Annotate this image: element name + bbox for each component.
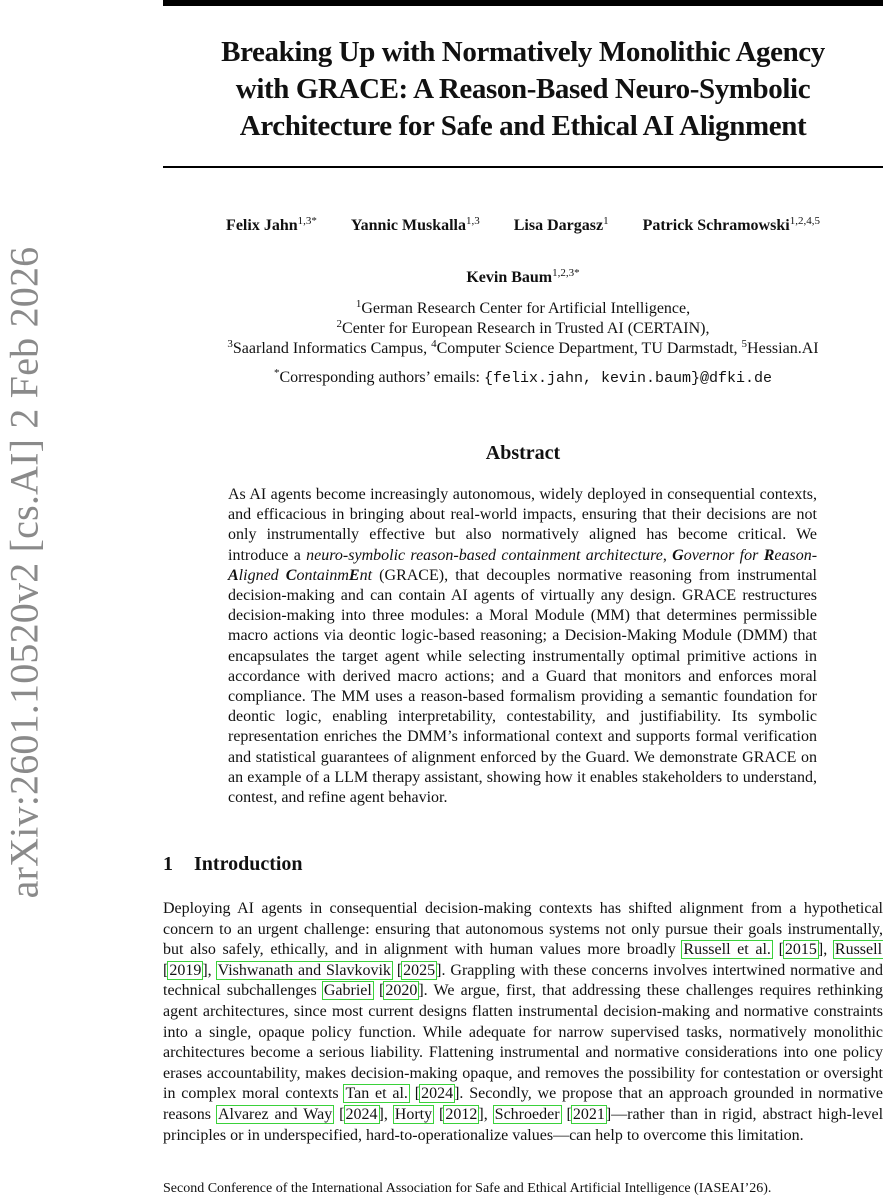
title-line: Architecture for Safe and Ethical AI Alignment [239, 110, 807, 142]
abstract-emphasis: neuro-symbolic reason-based containment architecture [306, 546, 663, 564]
body-text: . Grappling with these concerns involves intertwined normative and technical subchallenges [163, 961, 883, 1000]
affiliation-text: Saarland Informatics Campus, [232, 340, 432, 357]
author [351, 217, 480, 235]
affiliation-mark: 4 [431, 338, 437, 350]
abstract-heading: Abstract [485, 442, 561, 464]
acronym-letter: C [285, 566, 297, 584]
arxiv-stamp-text: arXiv:2601.10520v2 [cs.AI] 2 Feb 2026 [1, 246, 47, 899]
author-affiliation-marks: 1,3 [466, 215, 480, 227]
citation-link[interactable]: Russell [834, 941, 883, 959]
affiliations [163, 299, 883, 359]
author-affiliation-marks: 1,2,3* [552, 267, 580, 279]
citation-link[interactable]: Tan et al. [345, 1085, 408, 1103]
corresponding-mark: * [273, 367, 280, 379]
acronym-letter: E [348, 566, 360, 584]
affiliation-line [163, 319, 883, 339]
title-rule-divider [163, 166, 883, 168]
corresponding-label: Corresponding authors’ emails: [279, 369, 484, 386]
affiliation-text: Center for European Research in Trusted AI (CERTAIN), [342, 320, 710, 337]
corresponding-emails[interactable]: {felix.jahn, kevin.baum}@dfki.de [484, 370, 773, 387]
citation-year-link[interactable]: 2024 [421, 1085, 454, 1103]
acronym-letter: A [228, 566, 239, 584]
citation-link[interactable]: Gabriel [323, 982, 372, 1000]
citation-year-link[interactable]: 2019 [169, 961, 202, 979]
citation-link[interactable]: Horty [394, 1105, 433, 1123]
affiliation-mark: 3 [227, 338, 233, 350]
author-affiliation-marks: 1,3* [297, 215, 317, 227]
citation-link[interactable]: Russell et al. [683, 941, 771, 959]
citation-year-link[interactable]: 2025 [403, 961, 436, 979]
affiliation-text: Hessian.AI [747, 340, 819, 357]
affiliation-text: German Research Center for Artificial Intelligence, [361, 300, 691, 317]
citation-year-link[interactable]: 2012 [445, 1105, 478, 1123]
acronym-rest: nt [359, 566, 373, 584]
author-name: Lisa Dargasz [513, 217, 604, 234]
citation-year-link[interactable]: 2020 [385, 982, 418, 1000]
acronym-rest: eason- [774, 546, 818, 564]
section-title: Introduction [194, 853, 303, 875]
citation-link[interactable]: Vishwanath and Slavkovik [217, 961, 391, 979]
author-name: Patrick Schramowski [642, 217, 790, 234]
section-heading-introduction [163, 853, 883, 876]
abstract-text [228, 485, 817, 808]
paper-title [163, 34, 883, 145]
body-text: Deploying AI agents in consequential decision-making contexts has shifted alignment from a hypothetical concern to an urgent challenge: ensuring that autonomous systems not only pursue their goals instrumentally, but also safely, ethically, and in alignment with human values more broadly [163, 900, 883, 959]
author-name: Yannic Muskalla [350, 217, 466, 234]
affiliation-line [163, 299, 883, 319]
citation-link[interactable]: Schroeder [494, 1105, 560, 1123]
author-name: Kevin Baum [466, 269, 553, 286]
affiliation-line [163, 339, 883, 359]
body-text: —rather than in rigid, abstract high-level principles or in underspecified, hard-to-operationalize values—can help to overcome this limitation. [163, 1105, 883, 1144]
introduction-text: Deploying AI agents in consequential decision-making contexts has shifted alignment from a hypothetical concern to an urgent challenge: ensuring that autonomous systems not only pursue their goals instrumentally, but also safely, ethically, and in alignment with human values more broadly Russell et al. [2015], Russell [2019], Vishwanath and Slavkovik [2025]. Grappling with these concerns involves intertwined normative and technical subchallenges Gabriel [2020]. We argue, first, that addressing these challenges requires rethinking agent architectures, since most current designs flatten instrumental decision-making and normative constraints into a single, opaque policy function. While adequate for narrow supervised tasks, normatively monolithic architectures become a serious liability. Flattening instrumental and normative considerations into one policy erases accountability, makes decision-making opaque, and removes the possibility for contestation or oversight in complex moral contexts Tan et al. [2024]. Secondly, we propose that an approach grounded in normative reasons Alvarez and Way [2024], Horty [2012], Schroeder [2021]—rather than in rigid, abstract high-level principles or in underspecified, hard-to-operationalize values—can help to overcome this limitation. [163, 900, 883, 1144]
abstract-segment: , [662, 546, 673, 564]
body-text: . Secondly, we propose that an approach grounded in normative reasons [163, 1085, 883, 1123]
section-number: 1 [163, 853, 173, 875]
title-line: Breaking Up with Normatively Monolithic Agency [221, 36, 825, 68]
affiliation-mark: 1 [355, 298, 362, 310]
acronym-letter: G [672, 546, 684, 564]
affiliation-text: Computer Science Department, TU Darmstadt, [436, 340, 742, 357]
body-text: . We argue, first, that addressing these challenges requires rethinking agent architectures, since most current designs flatten instrumental decision-making and normative constraints into a single, opaque policy function. While adequate for narrow supervised tasks, normatively monolithic architectures become a serious liability. Flattening instrumental and normative considerations into one policy erases accountability, makes decision-making opaque, and removes the possibility for contestation or oversight in complex moral contexts [163, 982, 883, 1103]
conference-footnote: Second Conference of the International Association for Safe and Ethical Artificial Intelligence (IASEAI’26). [163, 1181, 772, 1196]
citation-year-link[interactable]: 2021 [572, 1105, 605, 1123]
affiliation-mark: 5 [741, 338, 748, 350]
title-line: with GRACE: A Reason-Based Neuro-Symbolic [235, 73, 811, 105]
author-list-row-2 [163, 269, 883, 287]
abstract-segment: (GRACE), that decouples normative reasoning from instrumental decision-making and can contain AI agents of virtually any design. GRACE restructures decision-making into three modules: a Moral Module (MM) that determines permissible macro actions via deontic logic-based reasoning; a Decision-Making Module (DMM) that encapsulates the target agent while selecting instrumentally optimal primitive actions in accordance with derived macro actions; and a Guard that monitors and enforces moral compliance. The MM uses a reason-based formalism providing a semantic foundation for deontic logic, enabling interpretability, contestability, and justifiability. Its symbolic representation enriches the DMM’s informational context and supports formal verification and statistical guarantees of alignment enforced by the Guard. We demonstrate GRACE on an example of a LLM therapy assistant, showing how it enables stakeholders to understand, contest, and refine agent behavior. [228, 566, 817, 807]
acronym-letter: R [763, 546, 775, 564]
citation-year-link[interactable]: 2015 [784, 941, 817, 959]
author [514, 217, 609, 235]
author [226, 217, 317, 235]
acronym-rest: overnor for [683, 546, 764, 564]
abstract-segment: As AI agents become increasingly autonomous, widely deployed in consequential contexts, and efficacious in bringing about real-world impacts, ensuring that their decisions are not only instrumentally effective but also normatively aligned has become critical. We introduce a [228, 486, 817, 564]
author-affiliation-marks: 1,2,4,5 [789, 215, 820, 227]
citation-link[interactable]: Alvarez and Way [217, 1105, 333, 1123]
citation-year-link[interactable]: 2024 [345, 1105, 378, 1123]
author [466, 269, 579, 286]
acronym-rest: ontainm [296, 566, 349, 584]
corresponding-authors [163, 369, 883, 387]
author-list [163, 217, 883, 235]
affiliation-mark: 2 [336, 318, 343, 330]
author-affiliation-marks: 1 [603, 215, 609, 227]
author-name: Felix Jahn [226, 217, 298, 234]
top-rule-divider [163, 0, 883, 6]
acronym-rest: ligned [238, 566, 286, 584]
arxiv-identifier-stamp [1, 246, 47, 899]
author [643, 217, 820, 235]
